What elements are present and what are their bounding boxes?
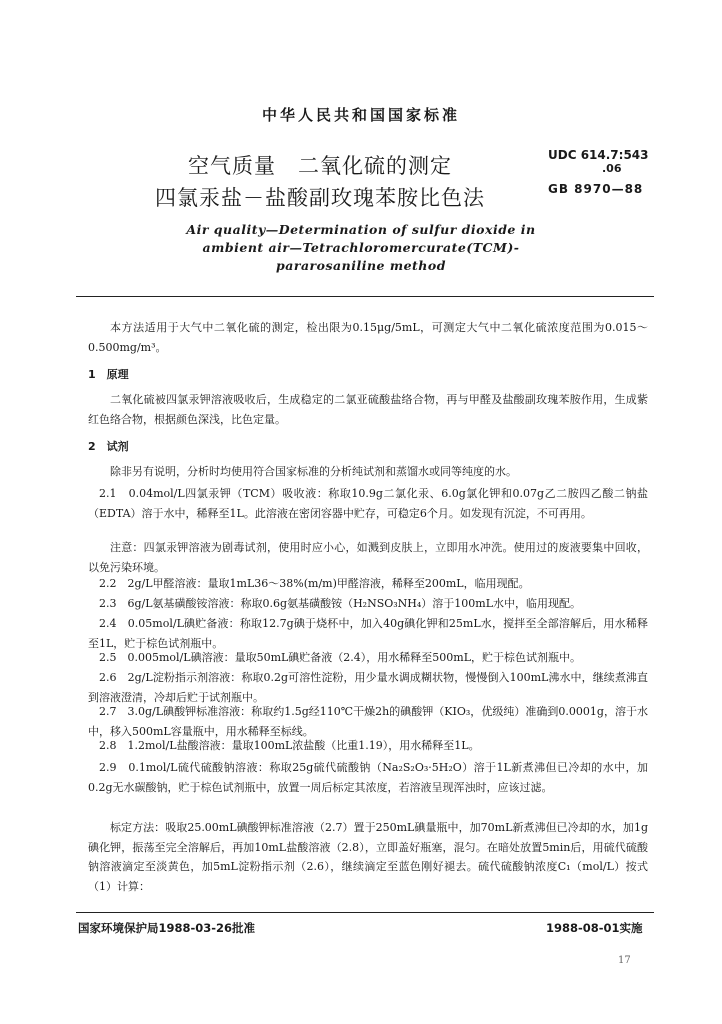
- item-2-3: 2.3 6g/L氨基磺酸铵溶液：称取0.6g氨基磺酸铵（H₂NSO₃NH₄）溶于100mL水中，临用现配。: [99, 597, 582, 610]
- title-english-line-3: pararosaniline method: [276, 258, 446, 273]
- udc-code-suffix: .06: [602, 162, 622, 175]
- calibration-method: 标定方法：吸取25.00mL碘酸钾标准溶液（2.7）置于250mL碘量瓶中，加70mL新煮沸但已冷却的水，加1g碘化钾，振荡至完全溶解后，再加10mL盐酸溶液（2.8），立即盖好瓶塞，混匀。在暗处放置5min后，用硫代硫酸钠溶液滴定至淡黄色，加5mL淀粉指示剂（2.6），继续滴定至蓝色刚好褪去。硫代硫酸钠浓度C₁（mol/L）按式（1）计算：: [88, 821, 648, 893]
- title-english-line-1: Air quality—Determination of sulfur dioxide in: [186, 222, 536, 237]
- approval-date: 国家环境保护局1988-03-26批准: [78, 921, 256, 935]
- item-2-8: 2.8 1.2mol/L盐酸溶液：量取100mL浓盐酸（比重1.19），用水稀释至1L。: [99, 739, 480, 752]
- gb-code: GB 8970—88: [548, 182, 644, 196]
- item-2-6: 2.6 2g/L淀粉指示剂溶液：称取0.2g可溶性淀粉，用少量水调成糊状物，慢慢倒入100mL沸水中，继续煮沸直到溶液澄清，冷却后贮于试剂瓶中。: [88, 671, 648, 704]
- page-number: 17: [618, 955, 631, 966]
- section-1-text: 二氧化硫被四氯汞钾溶液吸收后，生成稳定的二氯亚硫酸盐络合物，再与甲醛及盐酸副玫瑰苯胺作用，生成紫红色络合物，根据颜色深浅，比色定量。: [88, 393, 648, 426]
- item-2-2: 2.2 2g/L甲醛溶液：量取1mL36～38%(m/m)甲醛溶液，稀释至200mL，临用现配。: [99, 577, 530, 590]
- title-chinese-line-1: 空气质量 二氧化硫的测定: [188, 154, 452, 178]
- title-chinese-line-2: 四氯汞盐－盐酸副玫瑰苯胺比色法: [155, 186, 485, 210]
- footer-divider: [76, 912, 654, 913]
- item-2-1: 2.1 0.04mol/L四氯汞钾（TCM）吸收液：称取10.9g二氯化汞、6.0g氯化钾和0.07g乙二胺四乙酸二钠盐（EDTA）溶于水中，稀释至1L。此溶液在密闭容器中贮存，可稳定6个月。如发现有沉淀，不可再用。: [88, 487, 648, 520]
- udc-code: UDC 614.7:543: [548, 148, 649, 162]
- national-standard-heading: 中华人民共和国国家标准: [261, 106, 460, 124]
- item-2-9: 2.9 0.1mol/L硫代硫酸钠溶液：称取25g硫代硫酸钠（Na₂S₂O₃·5H₂O）溶于1L新煮沸但已冷却的水中，加0.2g无水碳酸钠，贮于棕色试剂瓶中，放置一周后标定其浓度，若溶液呈现浑浊时，应该过滤。: [88, 761, 648, 794]
- item-2-5: 2.5 0.005mol/L碘溶液：量取50mL碘贮备液（2.4），用水稀释至500mL，贮于棕色试剂瓶中。: [99, 651, 582, 664]
- title-english-line-2: ambient air—Tetrachloromercurate(TCM)-: [202, 240, 520, 255]
- section-1-heading: 1 原理: [88, 368, 129, 381]
- header-divider: [76, 296, 654, 297]
- item-2-4: 2.4 0.05mol/L碘贮备液：称取12.7g碘于烧杯中，加入40g碘化钾和25mL水，搅拌至全部溶解后，用水稀释至1L，贮于棕色试剂瓶中。: [88, 617, 648, 650]
- section-2-heading: 2 试剂: [88, 440, 129, 453]
- note-paragraph: 注意：四氯汞钾溶液为剧毒试剂，使用时应小心，如溅到皮肤上，立即用水冲洗。使用过的废液要集中回收，以免污染环境。: [88, 541, 648, 574]
- implementation-date: 1988-08-01实施: [546, 921, 643, 935]
- section-2-intro: 除非另有说明，分析时均使用符合国家标准的分析纯试剂和蒸馏水或同等纯度的水。: [110, 465, 517, 478]
- intro-paragraph: 本方法适用于大气中二氧化硫的测定，检出限为0.15μg/5mL，可测定大气中二氧化硫浓度范围为0.015～0.500mg/m³。: [88, 321, 648, 354]
- item-2-7: 2.7 3.0g/L碘酸钾标准溶液：称取约1.5g经110℃干燥2h的碘酸钾（KIO₃，优级纯）准确到0.0001g，溶于水中，移入500mL容量瓶中，用水稀释至标线。: [88, 705, 648, 738]
